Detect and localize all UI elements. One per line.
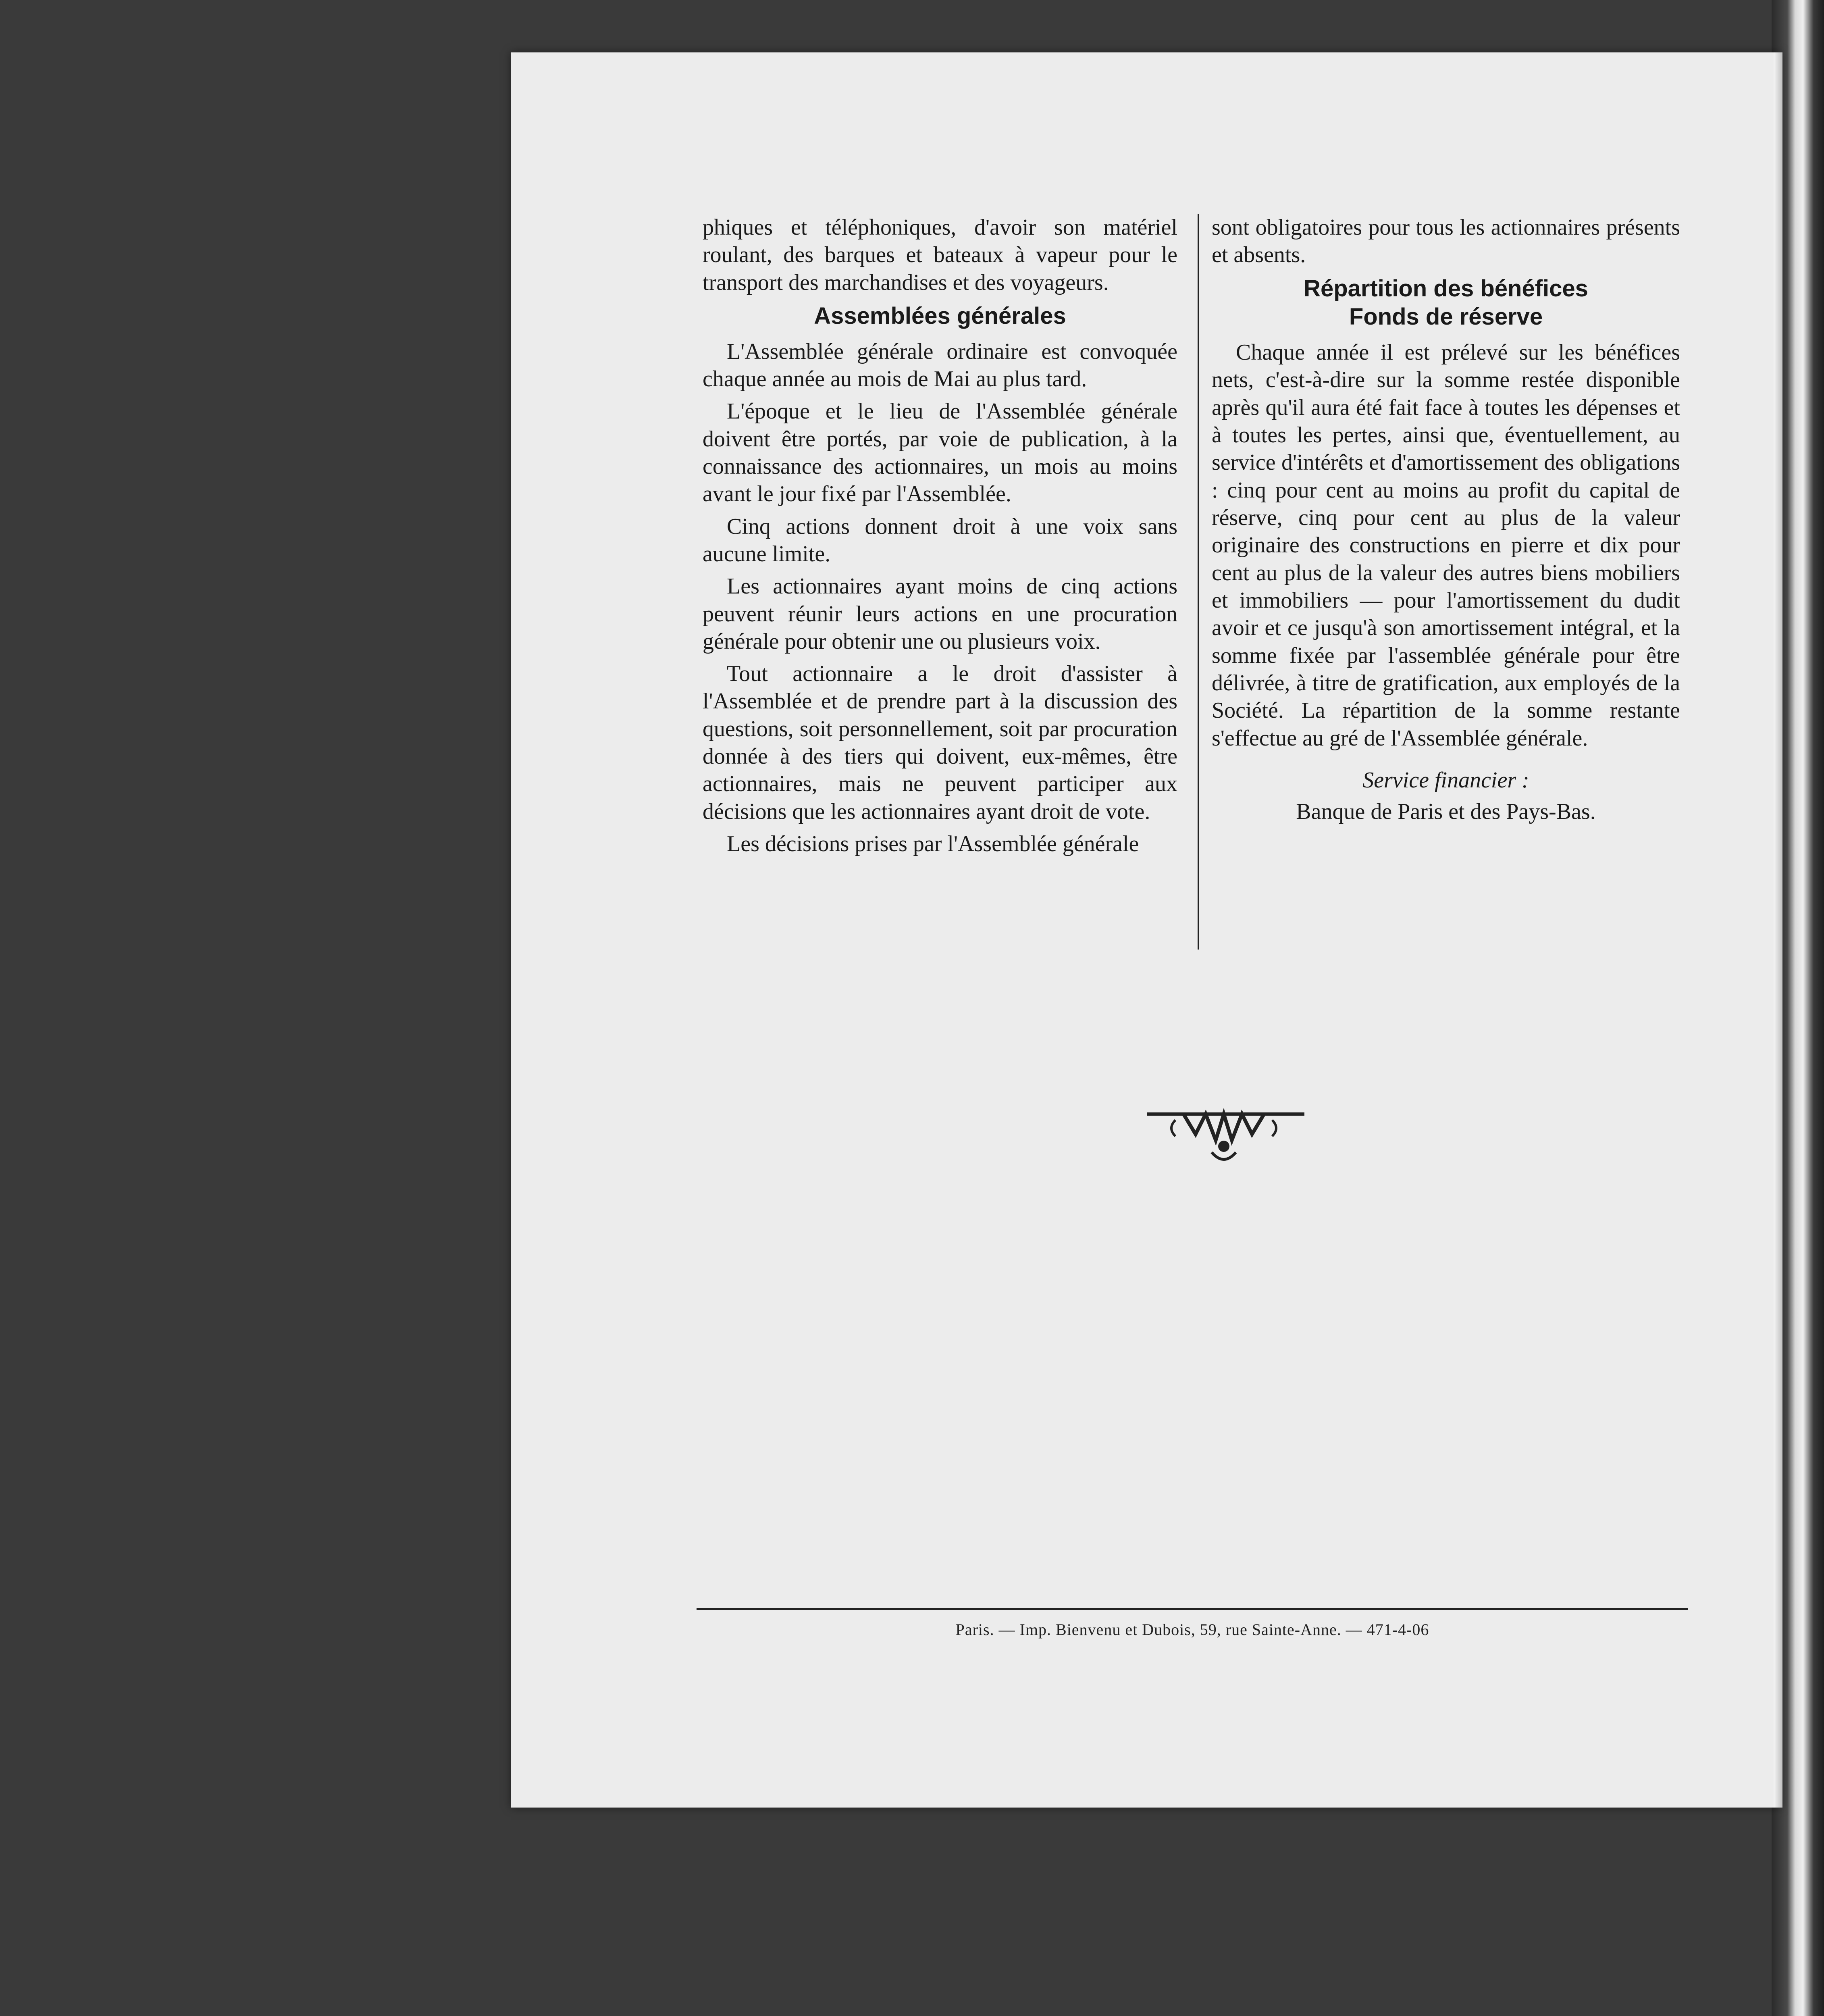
printer-imprint: Paris. — Imp. Bienvenu et Dubois, 59, rue Sainte-Anne. — 471-4-06 xyxy=(955,1620,1429,1639)
right-paragraph-1: Chaque année il est prélevé sur les bénéfices nets, c'est-à-dire sur la somme restée disponible après qu'il aura été fait face à toutes les dépenses et à toutes les pertes, ainsi que, éventuellement, au service d'intérêts et d'amortissement des obligations : cinq pour cent au moins au profit du capital de réserve, cinq pour cent au plus de la valeur originaire des constructions en pierre et dix pour cent au plus de la valeur des autres biens mobiliers et immobiliers — pour l'amortissement du dudit avoir et ce jusqu'à son amortissement intégral, et la somme fixée par l'assemblée générale pour être délivrée, à titre de gratification, aux employés de la Société. La répartition de la somme restante s'effectue au gré de l'Assemblée générale. xyxy=(1212,340,1680,751)
left-paragraph-4: Les actionnaires ayant moins de cinq actions peuvent réunir leurs actions en une procuration générale pour obtenir une ou plusieurs voix. xyxy=(703,574,1177,654)
left-paragraph-1: L'Assemblée générale ordinaire est convoquée chaque année au mois de Mai au plus tard. xyxy=(703,339,1177,392)
left-intro-paragraph: phiques et téléphoniques, d'avoir son matériel roulant, des barques et bateaux à vapeur pour le transport des marchandises et des voyageurs. xyxy=(703,215,1177,295)
column-divider xyxy=(1198,214,1199,950)
page-edge-shadow xyxy=(1774,52,1782,1808)
right-column xyxy=(1212,214,1680,825)
left-paragraph-6: Les décisions prises par l'Assemblée générale xyxy=(727,831,1139,856)
section-heading-line-1: Répartition des bénéfices xyxy=(1304,275,1588,302)
section-heading-assemblees xyxy=(703,302,1177,331)
left-paragraph-3: Cinq actions donnent droit à une voix sans aucune limite. xyxy=(703,514,1177,566)
section-heading-repartition xyxy=(1212,275,1680,332)
left-column xyxy=(703,214,1177,862)
right-continued-paragraph: sont obligatoires pour tous les actionnaires présents et absents. xyxy=(1212,215,1680,268)
left-paragraph-5: Tout actionnaire a le droit d'assister à l'Assemblée et de prendre part à la discussion des questions, soit personnellement, soit par procuration donnée à des tiers qui doivent, eux-mêmes, être actionnaires, mais ne peuvent participer aux décisions que les actionnaires ayant droit de vote. xyxy=(703,661,1177,824)
section-heading-line-2: Fonds de réserve xyxy=(1349,304,1543,330)
section-heading-assemblees-text: Assemblées générales xyxy=(814,302,1066,329)
service-financier-label: Service financier : xyxy=(1362,767,1529,793)
bank-name: Banque de Paris et des Pays-Bas. xyxy=(1296,799,1596,825)
decorative-fleuron-icon xyxy=(1135,1096,1312,1177)
document-page xyxy=(511,52,1781,1808)
footer-rule xyxy=(697,1608,1688,1610)
left-paragraph-2: L'époque et le lieu de l'Assemblée générale doivent être portés, par voie de publication, à la connaissance des actionnaires, un mois au moins avant le jour fixé par l'Assemblée. xyxy=(703,399,1177,507)
